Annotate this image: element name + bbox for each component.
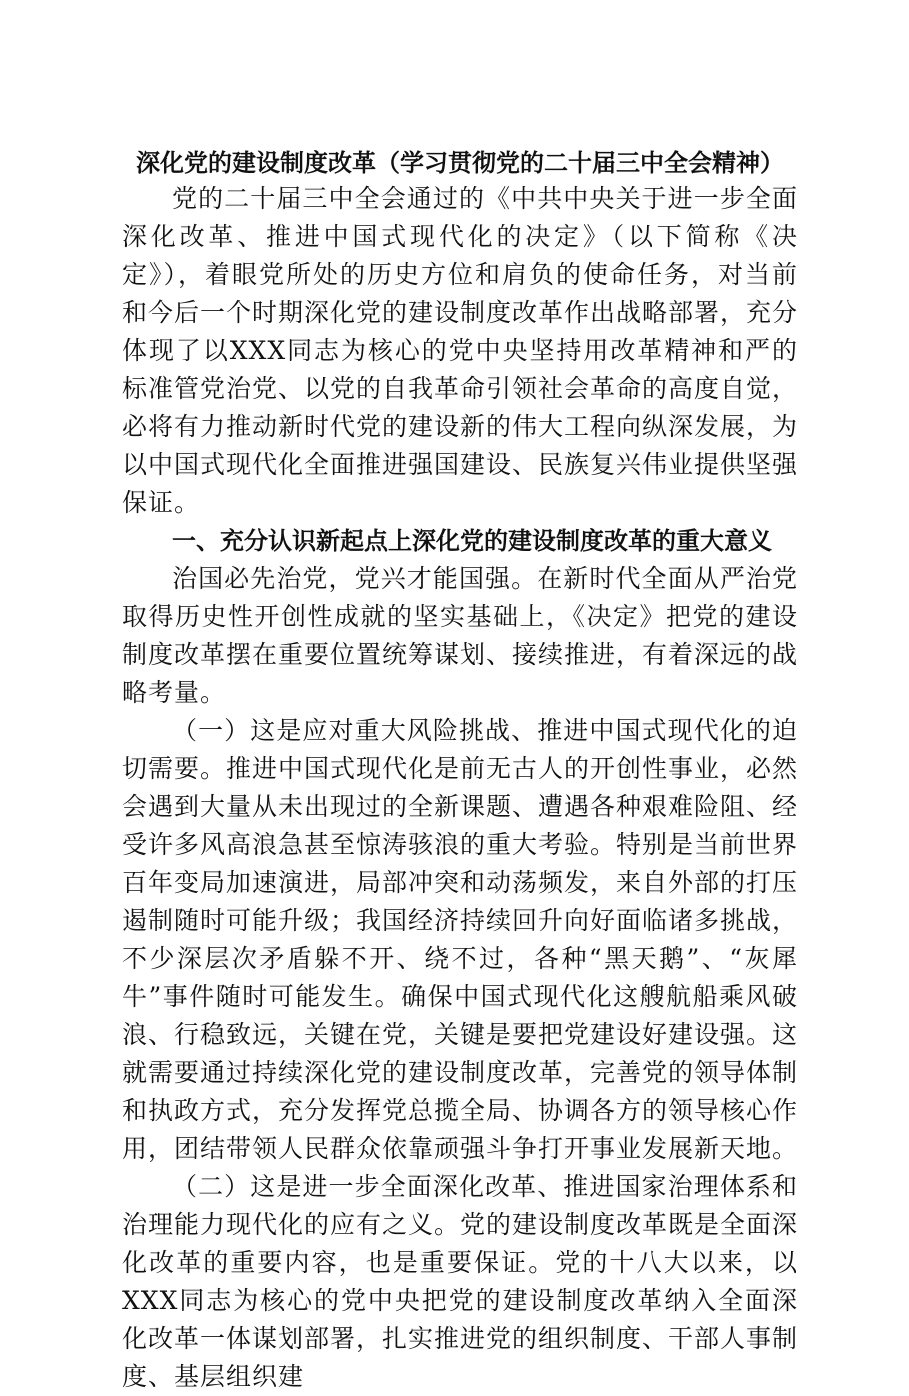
point-one-paragraph: （一）这是应对重大风险挑战、推进中国式现代化的迫切需要。推进中国式现代化是前无古人的开创性事业，必然会遇到大量从未出现过的全新课题、遭遇各种艰难险阻、经受许多风高浪急甚至惊涛骇浪的重大考验。特别是当前世界百年变局加速演进，局部冲突和动荡频发，来自外部的打压遏制随时可能升级；我国经济持续回升向好面临诸多挑战，不少深层次矛盾躲不开、绕不过，各种“黑天鹅”、“灰犀牛”事件随时可能发生。确保中国式现代化这艘航船乘风破浪、行稳致远，关键在党，关键是要把党建设好建设强。这就需要通过持续深化党的建设制度改革，完善党的领导体制和执政方式，充分发挥党总揽全局、协调各方的领导核心作用，团结带领人民群众依靠顽强斗争打开事业发展新天地。 xyxy=(122,716,799,1163)
document-title: 深化党的建设制度改革（学习贯彻党的二十届三中全会精神） xyxy=(136,148,784,177)
section-intro-paragraph: 治国必先治党，党兴才能国强。在新时代全面从严治党取得历史性开创性成就的坚实基础上，《决定》把党的建设制度改革摆在重要位置统筹谋划、接续推进，有着深远的战略考量。 xyxy=(122,564,799,707)
point-two-paragraph: （二）这是进一步全面深化改革、推进国家治理体系和治理能力现代化的应有之义。党的建设制度改革既是全面深化改革的重要内容，也是重要保证。党的十八大以来，以XXX同志为核心的党中央把党的建设制度改革纳入全面深化改革一体谋划部署，扎实推进党的组织制度、干部人事制度、基层组织建 xyxy=(122,1172,799,1391)
section-heading: 一、充分认识新起点上深化党的建设制度改革的重大意义 xyxy=(172,527,772,555)
intro-paragraph: 党的二十届三中全会通过的《中共中央关于进一步全面深化改革、推进中国式现代化的决定》（以下简称《决定》），着眼党所处的历史方位和肩负的使命任务，对当前和今后一个时期深化党的建设制度改革作出战略部署，充分体现了以XXX同志为核心的党中央坚持用改革精神和严的标准管党治党、以党的自我革命引领社会革命的高度自觉，必将有力推动新时代党的建设新的伟大工程向纵深发展，为以中国式现代化全面推进强国建设、民族复兴伟业提供坚强保证。 xyxy=(122,184,799,517)
document-body xyxy=(122,146,798,1396)
